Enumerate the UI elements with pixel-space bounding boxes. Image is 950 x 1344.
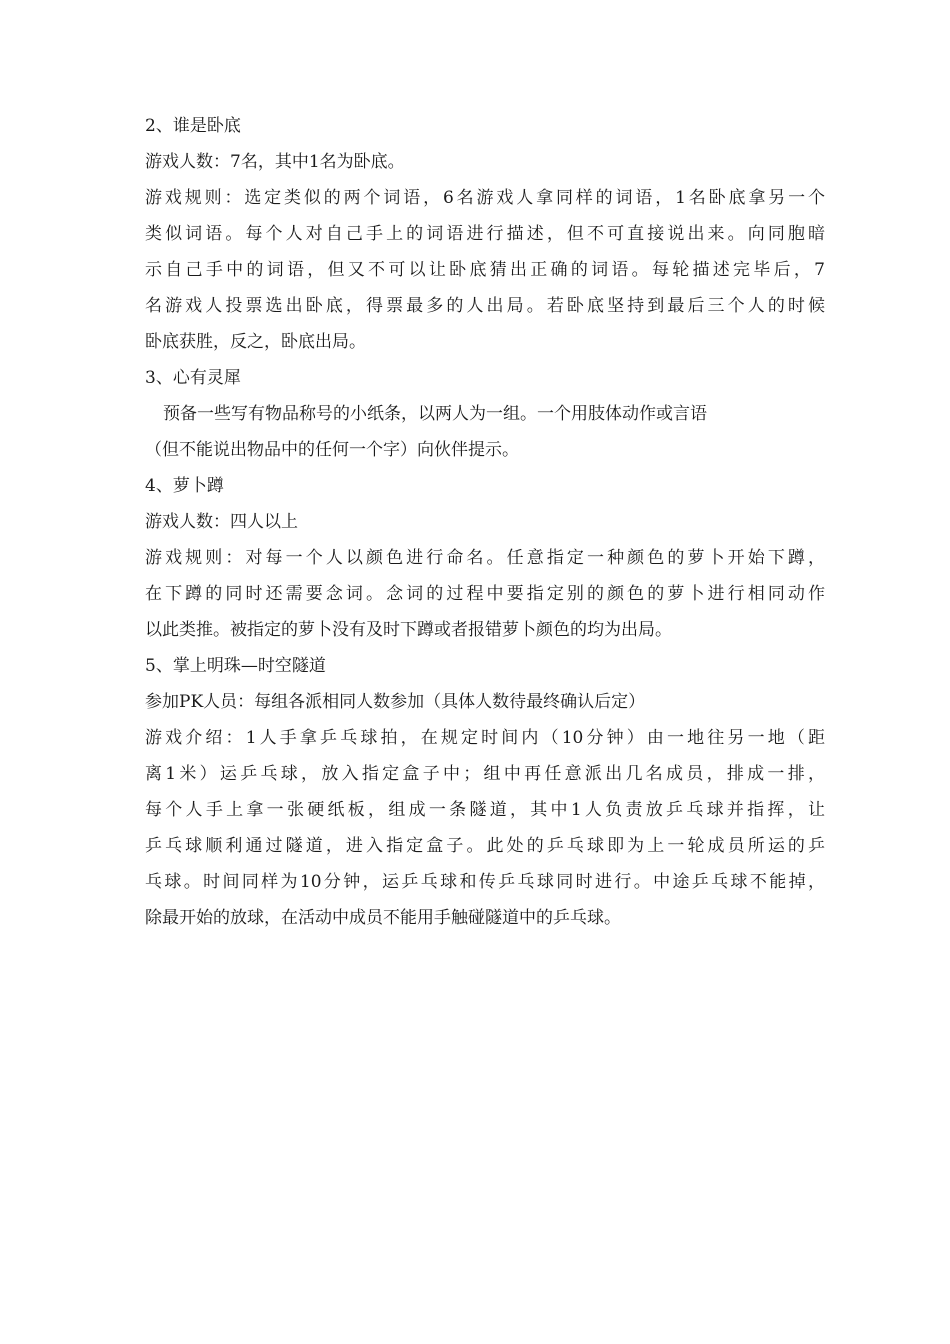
- section-heading-time-tunnel: 5、掌上明珠—时空隧道: [145, 656, 326, 676]
- section-heading-telepathy: 3、心有灵犀: [145, 368, 241, 388]
- section-heading-radish-squat: 4、萝卜蹲: [145, 476, 224, 496]
- rules-line: 卧底获胜，反之，卧底出局。: [145, 332, 366, 352]
- telepathy-description-line: （但不能说出物品中的任何一个字）向伙伴提示。: [145, 440, 519, 460]
- section-heading-who-is-undercover: 2、谁是卧底: [145, 116, 241, 136]
- intro-line: 游戏介绍：1人手拿乒乓球拍，在规定时间内（10分钟）由一地往另一地（距: [145, 728, 825, 748]
- document-page: [145, 108, 825, 936]
- rules-line: 示自己手中的词语，但又不可以让卧底猜出正确的词语。每轮描述完毕后，7: [145, 260, 825, 280]
- intro-line: 每个人手上拿一张硬纸板，组成一条隧道，其中1人负责放乒乓球并指挥，让: [145, 800, 825, 820]
- rules-line: 在下蹲的同时还需要念词。念词的过程中要指定别的颜色的萝卜进行相同动作: [145, 584, 825, 604]
- rules-line: 以此类推。被指定的萝卜没有及时下蹲或者报错萝卜颜色的均为出局。: [145, 620, 672, 640]
- rules-line: 游戏规则：选定类似的两个词语，6名游戏人拿同样的词语，1名卧底拿另一个: [145, 188, 825, 208]
- rules-line: 类似词语。每个人对自己手上的词语进行描述，但不可直接说出来。向同胞暗: [145, 224, 825, 244]
- telepathy-description-line: 预备一些写有物品称号的小纸条，以两人为一组。一个用肢体动作或言语: [163, 404, 707, 424]
- intro-line: 离1米）运乒乓球，放入指定盒子中；组中再任意派出几名成员，排成一排，: [145, 764, 825, 784]
- intro-line: 乒乓球顺利通过隧道，进入指定盒子。此处的乒乓球即为上一轮成员所运的乒: [145, 836, 825, 856]
- intro-line: 除最开始的放球，在活动中成员不能用手触碰隧道中的乒乓球。: [145, 908, 621, 928]
- participants-line: 参加PK人员：每组各派相同人数参加（具体人数待最终确认后定）: [145, 692, 646, 712]
- player-count-line: 游戏人数：7名，其中1名为卧底。: [145, 152, 405, 172]
- intro-line: 乓球。时间同样为10分钟，运乒乓球和传乒乓球同时进行。中途乒乓球不能掉，: [145, 872, 825, 892]
- rules-line: 名游戏人投票选出卧底，得票最多的人出局。若卧底坚持到最后三个人的时候: [145, 296, 825, 316]
- rules-line: 游戏规则：对每一个人以颜色进行命名。任意指定一种颜色的萝卜开始下蹲，: [145, 548, 825, 568]
- player-count-line: 游戏人数：四人以上: [145, 512, 298, 532]
